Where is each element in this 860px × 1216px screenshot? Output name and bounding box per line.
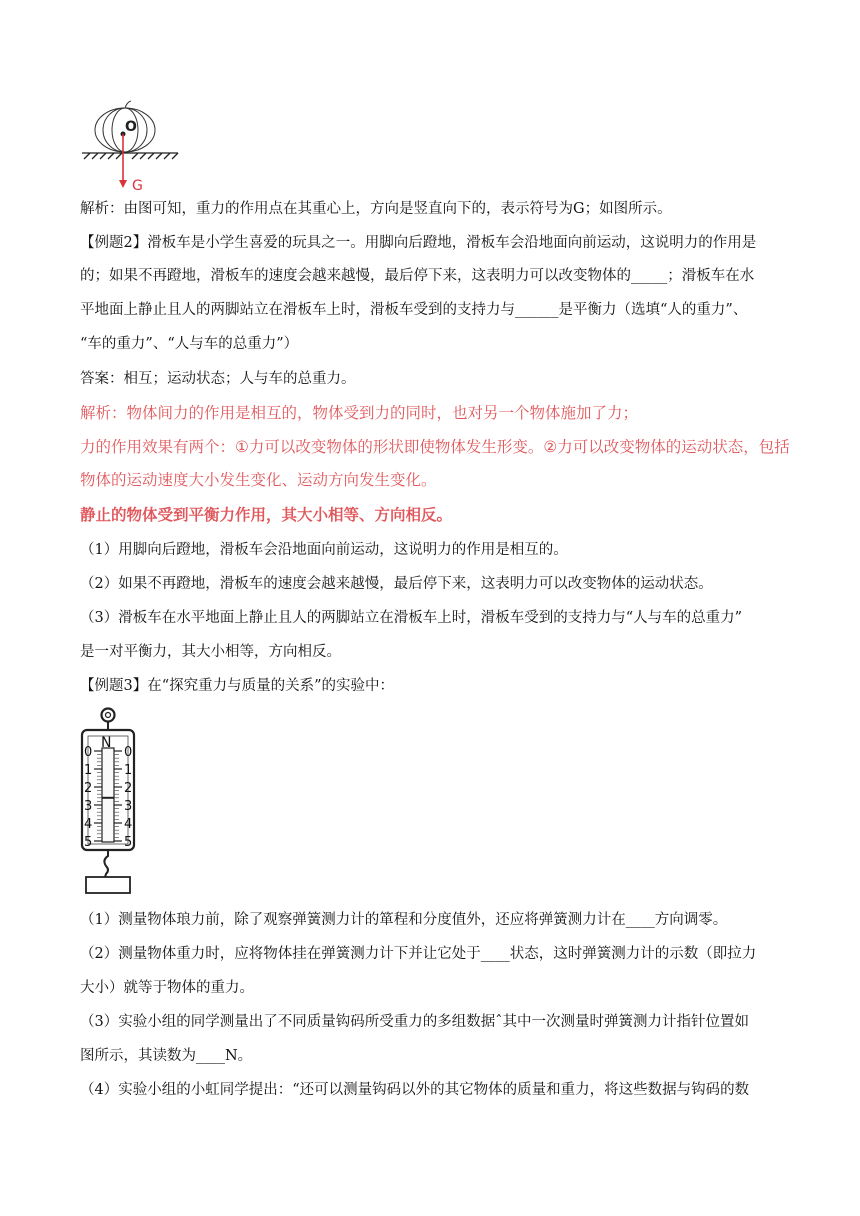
- red-analysis-line1: 解析：物体间力的作用是相互的，物体受到力的同时，也对另一个物体施加了力；: [80, 404, 639, 422]
- example3-title: 【例题3】在“探究重力与质量的关系”的实验中：: [80, 678, 395, 694]
- example2-point2: （2）如果不再蹬地，滑板车的速度会越来越慢，最后停下来，这表明力可以改变物体的运动状态。: [80, 576, 713, 592]
- spring-scale-diagram: [78, 706, 158, 896]
- tick-label-left: 3: [84, 799, 93, 814]
- tick-label-left: 1: [84, 763, 93, 778]
- example3-q3-line1: （3）实验小组的同学测量出了不同质量钩码所受重力的多组数据ˆ其中一次测量时弹簧测力计指针位置如: [80, 1014, 749, 1030]
- tick-label-left: 2: [84, 781, 93, 796]
- tick-label-left: 5: [84, 835, 93, 850]
- example2-line1: 【例题2】滑板车是小学生喜爱的玩具之一。用脚向后蹬地，滑板车会沿地面向前运动，这说明力的作用是: [80, 235, 757, 251]
- tick-label-right: 0: [124, 745, 133, 760]
- example3-q1: （1）测量物体琅力前，除了观察弹簧测力计的箪程和分度值外，还应将弹簧测力计在____方向调零。: [80, 912, 728, 928]
- tick-label-left: 0: [84, 745, 93, 760]
- tick-label-left: 4: [84, 817, 93, 832]
- unit-label: N: [101, 735, 112, 751]
- example2-line4: “车的重力”、“人与车的总重力”）: [80, 336, 299, 352]
- spring-scale-figure: [78, 706, 158, 896]
- example2-answer: 答案：相互；运动状态；人与车的总重力。: [80, 371, 356, 387]
- point-label: O: [125, 119, 137, 135]
- example2-line3: 平地面上静止且人的两脚站立在滑板车上时，滑板车受到的支持力与______是平衡力（选填“人的重力”、: [80, 302, 748, 318]
- scale-slot: [102, 748, 114, 842]
- weight-block: [86, 877, 130, 893]
- red-analysis-line4: 静止的物体受到平衡力作用，其大小相等、方向相反。: [80, 506, 453, 524]
- red-analysis-line2: 力的作用效果有两个：①力可以改变物体的形状即使物体发生形变。②力可以改变物体的运动状态，包括: [80, 438, 790, 456]
- pumpkin-diagram: [78, 100, 188, 195]
- force-label: G: [132, 178, 143, 194]
- red-analysis-line3: 物体的运动速度大小发生变化、运动方向发生变化。: [80, 471, 437, 489]
- tick-label-right: 3: [124, 799, 133, 814]
- example2-line2: 的；如果不再蹬地，滑板车的速度会越来越慢，最后停下来，这表明力可以改变物体的_____；滑板车在水: [80, 268, 755, 284]
- example3-q4: （4）实验小组的小虹同学提出：“还可以测量钩码以外的其它物体的质量和重力，将这些数据与钩码的数: [80, 1082, 750, 1098]
- pumpkin-gravity-figure: [78, 100, 188, 195]
- tick-label-right: 1: [124, 763, 133, 778]
- tick-label-right: 4: [124, 817, 133, 832]
- gravity-arrowhead: [119, 180, 127, 188]
- tick-label-right: 5: [124, 835, 133, 850]
- example3-q2-line1: （2）测量物体重力时，应将物体挂在弹簧测力计下并让它处于____状态，这时弹簧测力计的示数（即拉力: [80, 946, 757, 962]
- tick-label-right: 2: [124, 781, 133, 796]
- example2-point1: （1）用脚向后蹬地，滑板车会沿地面向前运动，这说明力的作用是相互的。: [80, 542, 568, 558]
- example2-point3-line2: 是一对平衡力，其大小相等，方向相反。: [80, 644, 341, 660]
- example2-point3-line1: （3）滑板车在水平地面上静止且人的两脚站立在滑板车上时，滑板车受到的支持力与“人与车的总重力”: [80, 610, 743, 626]
- example3-q3-line2: 图所示，其读数为____N。: [80, 1048, 253, 1064]
- example3-q2-line2: 大小）就等于物体的重力。: [80, 980, 254, 996]
- analysis-text: 解析：由图可知，重力的作用点在其重心上，方向是竖直向下的，表示符号为G；如图所示。: [80, 201, 672, 217]
